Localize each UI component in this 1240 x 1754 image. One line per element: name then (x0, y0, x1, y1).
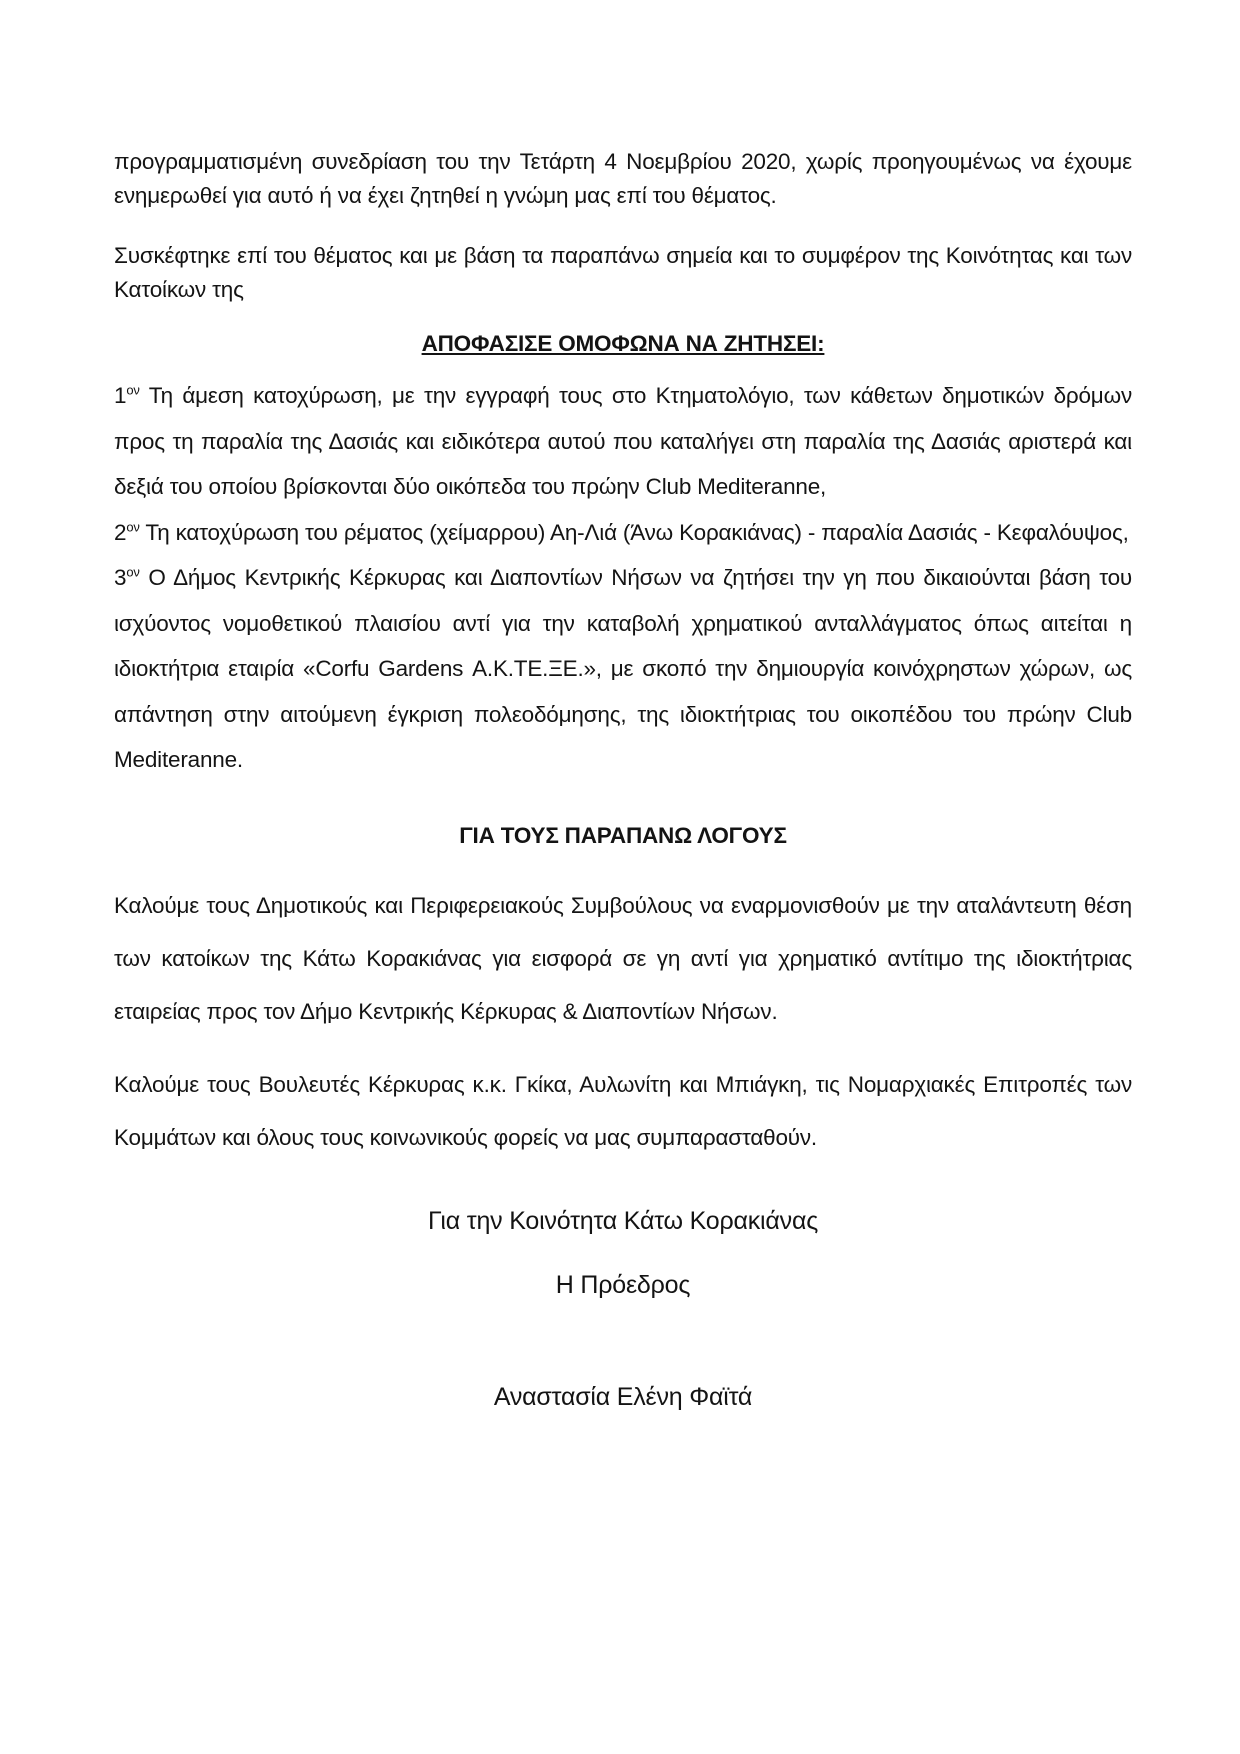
document-page (114, 145, 1132, 1414)
signature-block (114, 1204, 1132, 1414)
decision-heading: ΑΠΟΦΑΣΙΣΕ ΟΜΟΦΩΝΑ ΝΑ ΖΗΤΗΣΕΙ: (421, 331, 825, 356)
decision-number: $3^{o\nu}$ (114, 564, 140, 590)
call-councillors-paragraph: Καλούμε τους Δημοτικούς και Περιφερειακούς Συμβούλους να εναρμονισθούν με την αταλάντευτη θέση των κατοίκων της Κάτω Κορακιάνας για εισφορά σε γη αντί για χρηματικό αντίτιμο της ιδιοκτήτριας εταιρείας προς τον Δήμο Κεντρικής Κέρκυρας & Διαποντίων Νήσων. (114, 892, 1132, 1024)
decision-number: $1^{o\nu}$ (114, 382, 140, 408)
decision-text: Τη άμεση κατοχύρωση, με την εγγραφή τους στο Κτηματολόγιο, των κάθετων δημοτικών δρόμων προς τη παραλία της Δασιάς και ειδικότερα αυτού που καταλήγει στη παραλία της Δασιάς αριστερά και δεξιά του οποίου βρίσκονται δύο οικόπεδα του πρώην Club Mediteranne, (114, 383, 1132, 499)
consideration-paragraph: Συσκέφτηκε επί του θέματος και με βάση τα παραπάνω σημεία και το συμφέρον της Κοινότητας και των Κατοίκων της (114, 243, 1132, 302)
decision-text: Τη κατοχύρωση του ρέματος (χείμαρρου) Αη-Λιά (Άνω Κορακιάνας) - παραλία Δασιάς - Κεφαλόυψος, (145, 519, 1129, 545)
reasons-heading: ΓΙΑ ΤΟΥΣ ΠΑΡΑΠΑΝΩ ΛΟΓΟΥΣ (459, 822, 787, 848)
decision-text: Ο Δήμος Κεντρικής Κέρκυρας και Διαποντίων Νήσων να ζητήσει την γη που δικαιούνται βάση του ισχύοντος νομοθετικού πλαισίου αντί για την καταβολή χρηματικού ανταλλάγματος όπως αιτείται η ιδιοκτήτρια εταιρία «Corfu Gardens Α.Κ.ΤΕ.ΞΕ.», με σκοπό την δημιουργία κοινόχρηστων χώρων, ως απάντηση στην αιτούμενη έγκριση πολεοδόμησης, της ιδιοκτήτριας του οικοπέδου του πρώην Club Mediteranne. (114, 565, 1132, 772)
intro-paragraph: προγραμματισμένη συνεδρίαση του την Τετάρτη 4 Νοεμβρίου 2020, χωρίς προηγουμένως να έχουμε ενημερωθεί για αυτό ή να έχει ζητηθεί η γνώμη μας επί του θέματος. (114, 149, 1132, 208)
signature-title: Η Πρόεδρος (555, 1270, 691, 1299)
decision-list (114, 373, 1132, 783)
decision-item-2 (114, 510, 1132, 556)
decision-item-3 (114, 555, 1132, 783)
call-mps-paragraph: Καλούμε τους Βουλευτές Κέρκυρας κ.κ. Γκίκα, Αυλωνίτη και Μπιάγκη, τις Νομαρχιακές Επιτροπές των Κομμάτων και όλους τους κοινωνικούς φορείς να μας συμπαρασταθούν. (114, 1071, 1132, 1150)
decision-number: $2^{o\nu}$ (114, 519, 140, 545)
signature-organization: Για την Κοινότητα Κάτω Κορακιάνας (427, 1206, 819, 1235)
decision-item-1 (114, 373, 1132, 510)
signature-name: Αναστασία Ελένη Φαϊτά (493, 1382, 753, 1411)
